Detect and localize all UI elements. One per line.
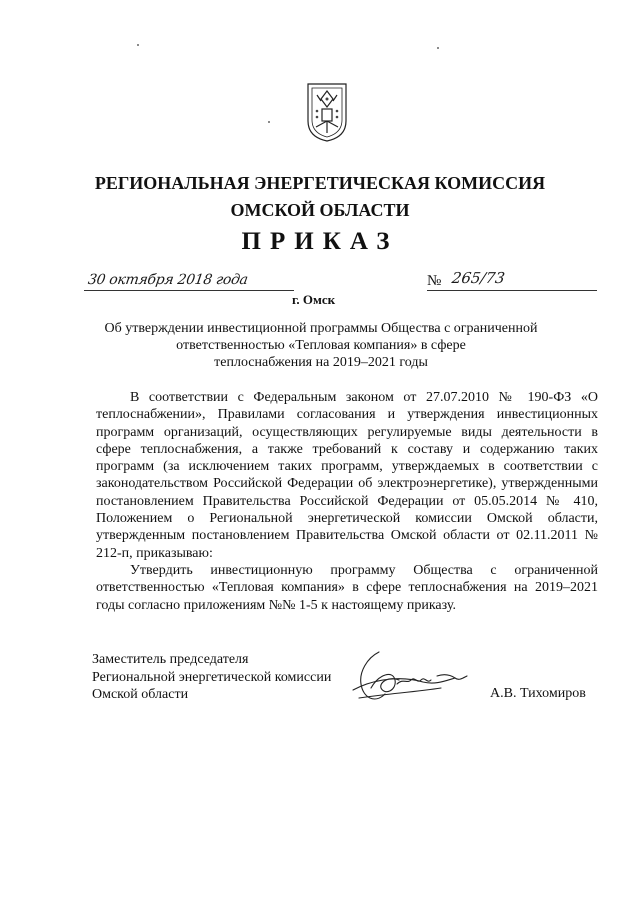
- scan-speck: [268, 121, 270, 123]
- order-number-handwritten: 265/73: [450, 269, 507, 287]
- subject-line-3: теплоснабжения на 2019–2021 годы: [214, 355, 428, 370]
- number-underline: [427, 290, 597, 291]
- agency-name: [60, 170, 580, 224]
- signer-position-line-1: Заместитель председателя: [92, 652, 249, 667]
- scan-speck: [137, 44, 139, 46]
- scan-speck: [437, 47, 439, 49]
- number-sign: №: [427, 273, 442, 289]
- city-label: г. Омск: [292, 292, 336, 307]
- order-date-handwritten: 30 октября 2018 года: [86, 272, 249, 288]
- document-type-title: ПРИКАЗ: [241, 228, 399, 255]
- subject-line-2: ответственностью «Тепловая компания» в сфере: [176, 338, 466, 353]
- signer-position-line-2: Региональной энергетической комиссии: [92, 669, 332, 685]
- agency-line-2: ОМСКОЙ ОБЛАСТИ: [230, 200, 410, 220]
- order-body: [96, 389, 598, 614]
- signer-position-line-3: Омской области: [92, 687, 189, 702]
- subject-line-1: Об утверждении инвестиционной программы Общества с ограниченной: [104, 321, 538, 336]
- coat-of-arms-icon: [305, 81, 349, 143]
- order-subject: [96, 320, 546, 371]
- signer-position: [92, 651, 331, 704]
- agency-line-1: РЕГИОНАЛЬНАЯ ЭНЕРГЕТИЧЕСКАЯ КОМИССИЯ: [94, 173, 546, 193]
- date-underline: [84, 290, 294, 291]
- body-paragraph-1: В соответствии с Федеральным законом от 27.07.2010 № 190-ФЗ «О теплоснабжении», Правилами согласования и утверждения инвестиционных программ организаций, осуществляющих регулируемые виды деятельности в сфере теплоснабжения, а также требований к составу и содержанию таких программ (за исключением таких программ, утверждаемых в соответствии с законодательством Российской Федерации об электроэнергетике), утвержденными постановлением Правительства Российской Федерации от 05.05.2014 № 410, Положением о Региональной энергетической комиссии Омской области, утвержденным постановлением Правительства Омской области от 02.11.2011 № 212-п, приказываю:: [96, 390, 598, 561]
- body-paragraph-2: Утвердить инвестиционную программу Общества с ограниченной ответственностью «Тепловая компания» в сфере теплоснабжения на 2019–2021 годы согласно приложениям №№ 1-5 к настоящему приказу.: [96, 562, 598, 613]
- handwritten-signature: [345, 648, 473, 708]
- signer-name: А.В. Тихомиров: [490, 686, 586, 701]
